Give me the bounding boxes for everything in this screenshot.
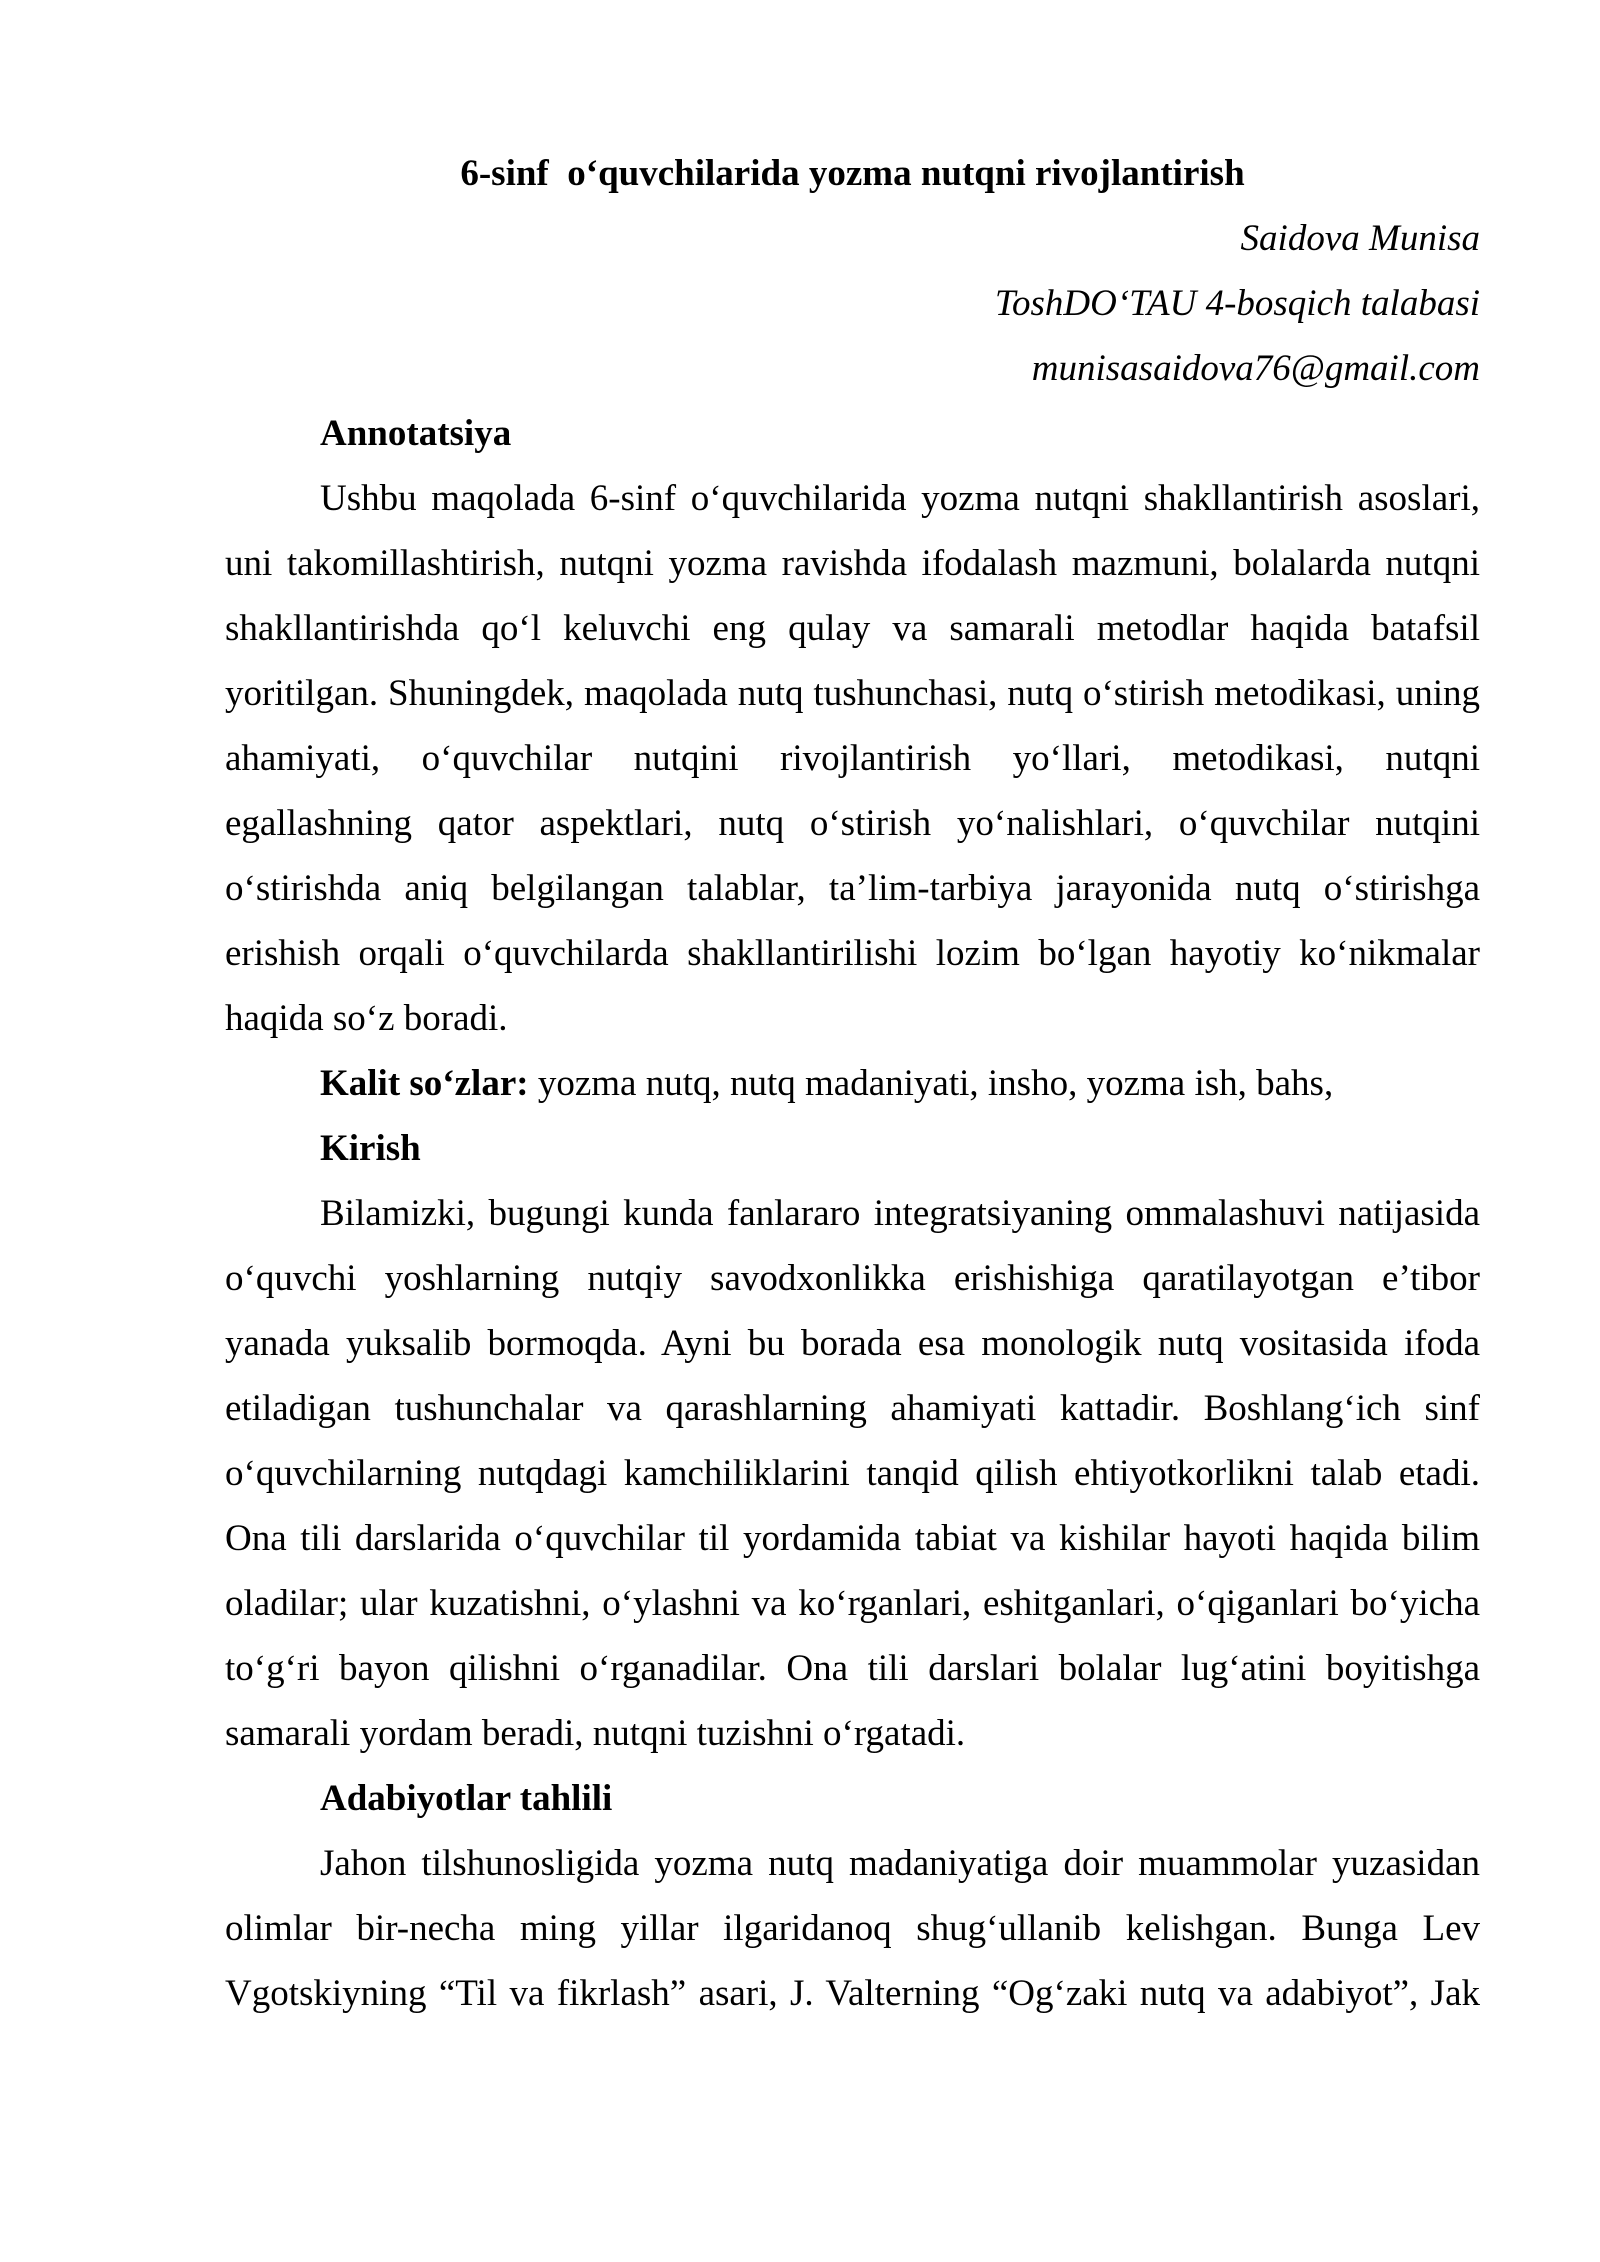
author-name: Saidova Munisa (1240, 218, 1480, 259)
keywords-line (225, 1051, 1480, 1116)
paragraph-line: o‘quvchilarning nutqdagi kamchiliklarini tanqid qilish ehtiyotkorlikni talab etadi. (225, 1453, 1480, 1494)
paragraph-line: samarali yordam beradi, nutqni tuzishni o‘rgatadi. (225, 1713, 966, 1754)
keywords-label: Kalit so‘zlar: (320, 1063, 529, 1104)
paragraph-line: shakllantirishda qo‘l keluvchi eng qulay va samarali metodlar haqida batafsil (225, 608, 1480, 649)
paragraph-line: uni takomillashtirish, nutqni yozma ravishda ifodalash mazmuni, bolalarda nutqni (225, 543, 1480, 584)
section-heading-kirish: Kirish (320, 1128, 421, 1169)
paragraph-line: Jahon tilshunosligida yozma nutq madaniyatiga doir muammolar yuzasidan (320, 1843, 1480, 1884)
paragraph-line: Ushbu maqolada 6-sinf o‘quvchilarida yozma nutqni shakllantirish asoslari, (320, 478, 1480, 519)
author-email: munisasaidova76@gmail.com (1031, 348, 1480, 389)
paragraph-line: to‘g‘ri bayon qilishni o‘rganadilar. Ona tili darslari bolalar lug‘atini boyitishga (225, 1648, 1480, 1689)
paragraph-line: ahamiyati, o‘quvchilar nutqini rivojlantirish yo‘llari, metodikasi, nutqni (225, 738, 1480, 779)
article-title: 6-sinf o‘quvchilarida yozma nutqni rivojlantirish (460, 153, 1245, 194)
paragraph-line: olimlar bir-necha ming yillar ilgaridanoq shug‘ullanib kelishgan. Bunga Lev (225, 1908, 1480, 1949)
section-heading-adabiyotlar: Adabiyotlar tahlili (320, 1778, 613, 1819)
paragraph-line: Vgotskiyning “Til va fikrlash” asari, J. Valterning “Og‘zaki nutq va adabiyot”, Jak (225, 1973, 1480, 2014)
paragraph-line: yoritilgan. Shuningdek, maqolada nutq tushunchasi, nutq o‘stirish metodikasi, uning (225, 673, 1480, 714)
paragraph-line: haqida so‘z boradi. (225, 998, 508, 1039)
author-affiliation: ToshDO‘TAU 4-bosqich talabasi (994, 283, 1480, 324)
paragraph-line: o‘quvchi yoshlarning nutqiy savodxonlikka erishishiga qaratilayotgan e’tibor (225, 1258, 1480, 1299)
keywords-text: yozma nutq, nutq madaniyati, insho, yozma ish, bahs, (528, 1063, 1334, 1104)
section-heading-annotatsiya: Annotatsiya (320, 413, 512, 454)
paragraph-line: o‘stirishda aniq belgilangan talablar, ta’lim-tarbiya jarayonida nutq o‘stirishga (225, 868, 1480, 909)
paragraph-line: Bilamizki, bugungi kunda fanlararo integratsiyaning ommalashuvi natijasida (320, 1193, 1480, 1234)
paragraph-line: erishish orqali o‘quvchilarda shakllantirilishi lozim bo‘lgan hayotiy ko‘nikmalar (225, 933, 1480, 974)
paragraph-line: oladilar; ular kuzatishni, o‘ylashni va ko‘rganlari, eshitganlari, o‘qiganlari bo‘yicha (225, 1583, 1480, 1624)
paragraph-line: Ona tili darslarida o‘quvchilar til yordamida tabiat va kishilar hayoti haqida bilim (225, 1518, 1480, 1559)
paragraph-line: egallashning qator aspektlari, nutq o‘stirish yo‘nalishlari, o‘quvchilar nutqini (225, 803, 1480, 844)
paragraph-line: yanada yuksalib bormoqda. Ayni bu borada esa monologik nutq vositasida ifoda (225, 1323, 1480, 1364)
paragraph-line: etiladigan tushunchalar va qarashlarning ahamiyati kattadir. Boshlang‘ich sinf (225, 1388, 1480, 1429)
